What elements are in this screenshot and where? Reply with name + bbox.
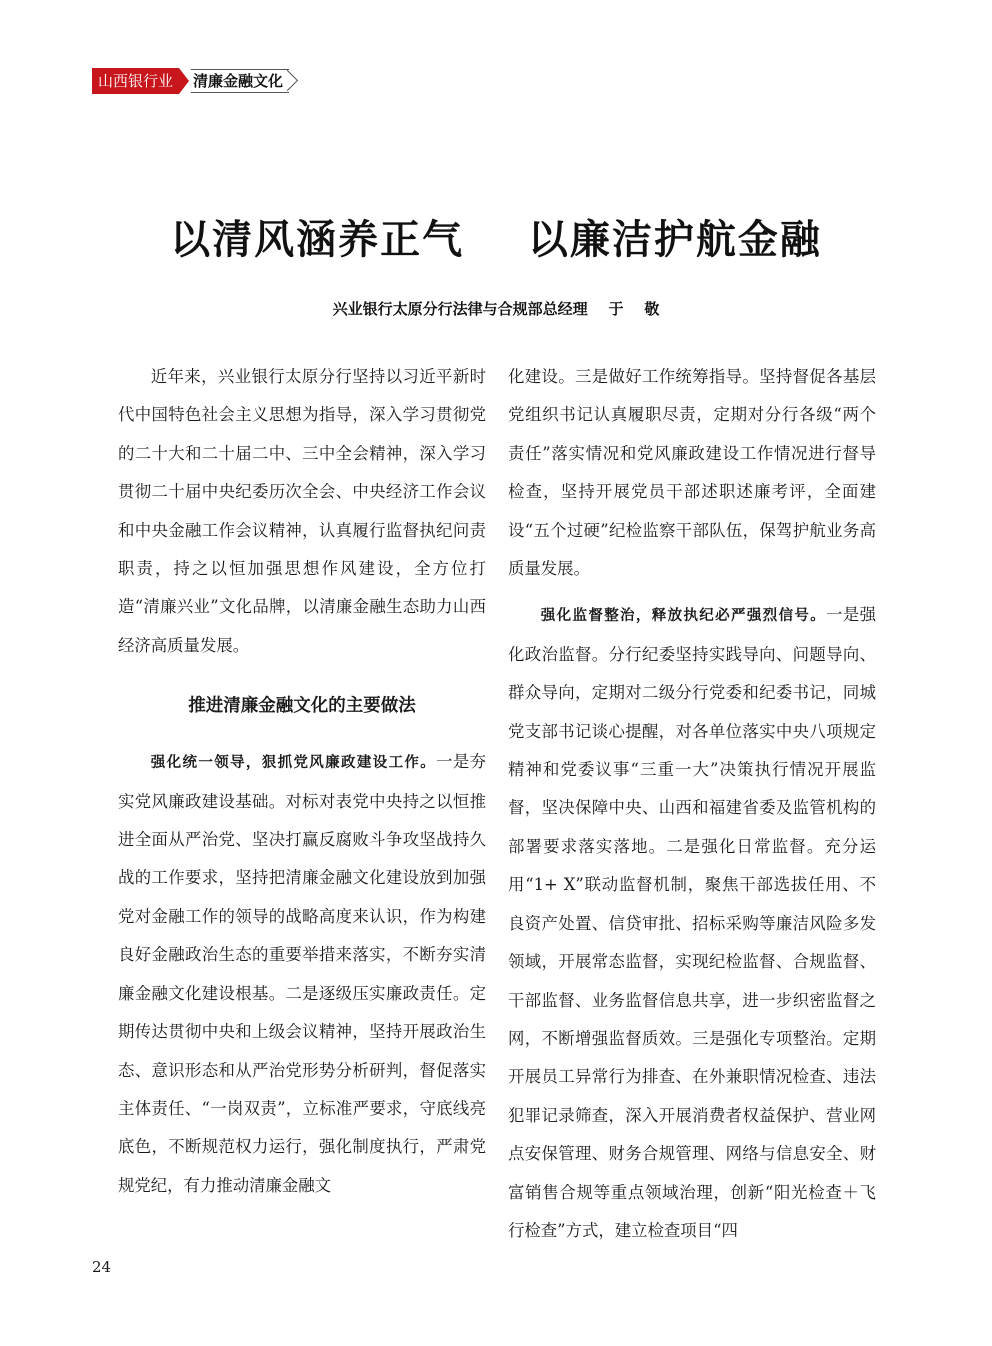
paragraph-1-body: 一是夯实党风廉政建设基础。对标对表党中央持之以恒推进全面从严治党、坚决打赢反腐败斗争攻坚战持久战的工作要求，坚持把清廉金融文化建设放到加强党对金融工作的领导的战略高度来认识，作为构建良好金融政治生态的重要举措来落实，不断夯实清廉金融文化建设根基。二是逐级压实廉政责任。定期传达贯彻中央和上级会议精神，坚持开展政治生态、意识形态和从严治党形势分析研判，督促落实主体责任、“一岗双责”，立标准严要求，守底线亮底色，不断规范权力运行，强化制度执行，严肃党规党纪，有力推动清廉金融文	[118, 752, 486, 1195]
paragraph-2	[508, 596, 876, 1250]
paragraph-1-lead: 强化统一领导，狠抓党风廉政建设工作。	[150, 754, 437, 772]
intro-paragraph: 近年来，兴业银行太原分行坚持以习近平新时代中国特色社会主义思想为指导，深入学习贯彻党的二十大和二十届二中、三中全会精神，深入学习贯彻二十届中央纪委历次全会、中央经济工作会议和中央金融工作会议精神，认真履行监督执纪问责职责，持之以恒加强思想作风建设，全方位打造“清廉兴业”文化品牌，以清廉金融生态助力山西经济高质量发展。	[118, 367, 486, 655]
article-title: 以清风涵养正气 以廉洁护航金融	[170, 216, 822, 263]
paragraph-2-lead: 强化监督整治，释放执纪必严强烈信号。	[540, 607, 827, 625]
section-heading: 推进清廉金融文化的主要做法	[188, 696, 416, 717]
column-name: 清廉金融文化	[191, 69, 289, 93]
continued-paragraph: 化建设。三是做好工作统筹指导。坚持督促各基层党组织书记认真履职尽责，定期对分行各级“两个责任”落实情况和党风廉政建设工作情况进行督导检查，坚持开展党员干部述职述廉考评，全面建设“五个过硬”纪检监察干部队伍，保驾护航业务高质量发展。	[508, 367, 876, 579]
column-tag	[92, 68, 289, 94]
region-label: 山西银行业	[92, 68, 179, 94]
left-column	[118, 358, 486, 1205]
paragraph-1	[118, 743, 486, 1205]
right-column	[508, 358, 876, 1250]
paragraph-2-body: 一是强化政治监督。分行纪委坚持实践导向、问题导向、群众导向，定期对二级分行党委和纪委书记，同城党支部书记谈心提醒，对各单位落实中央八项规定精神和党委议事“三重一大”决策执行情况开展监督，坚决保障中央、山西和福建省委及监管机构的部署要求落实落地。二是强化日常监督。充分运用“1+ X”联动监督机制，聚焦干部选拔任用、不良资产处置、信贷审批、招标采购等廉洁风险多发领域，开展常态监督，实现纪检监督、合规监督、干部监督、业务监督信息共享，进一步织密监督之网，不断增强监督质效。三是强化专项整治。定期开展员工异常行为排查、在外兼职情况检查、违法犯罪记录筛查，深入开展消费者权益保护、营业网点安保管理、财务合规管理、网络与信息安全、财富销售合规等重点领域治理，创新“阳光检查＋飞行检查”方式，建立检查项目“四	[508, 605, 876, 1240]
page-number: 24	[92, 1258, 112, 1276]
author-byline: 兴业银行太原分行法律与合规部总经理 于 敬	[332, 300, 660, 318]
